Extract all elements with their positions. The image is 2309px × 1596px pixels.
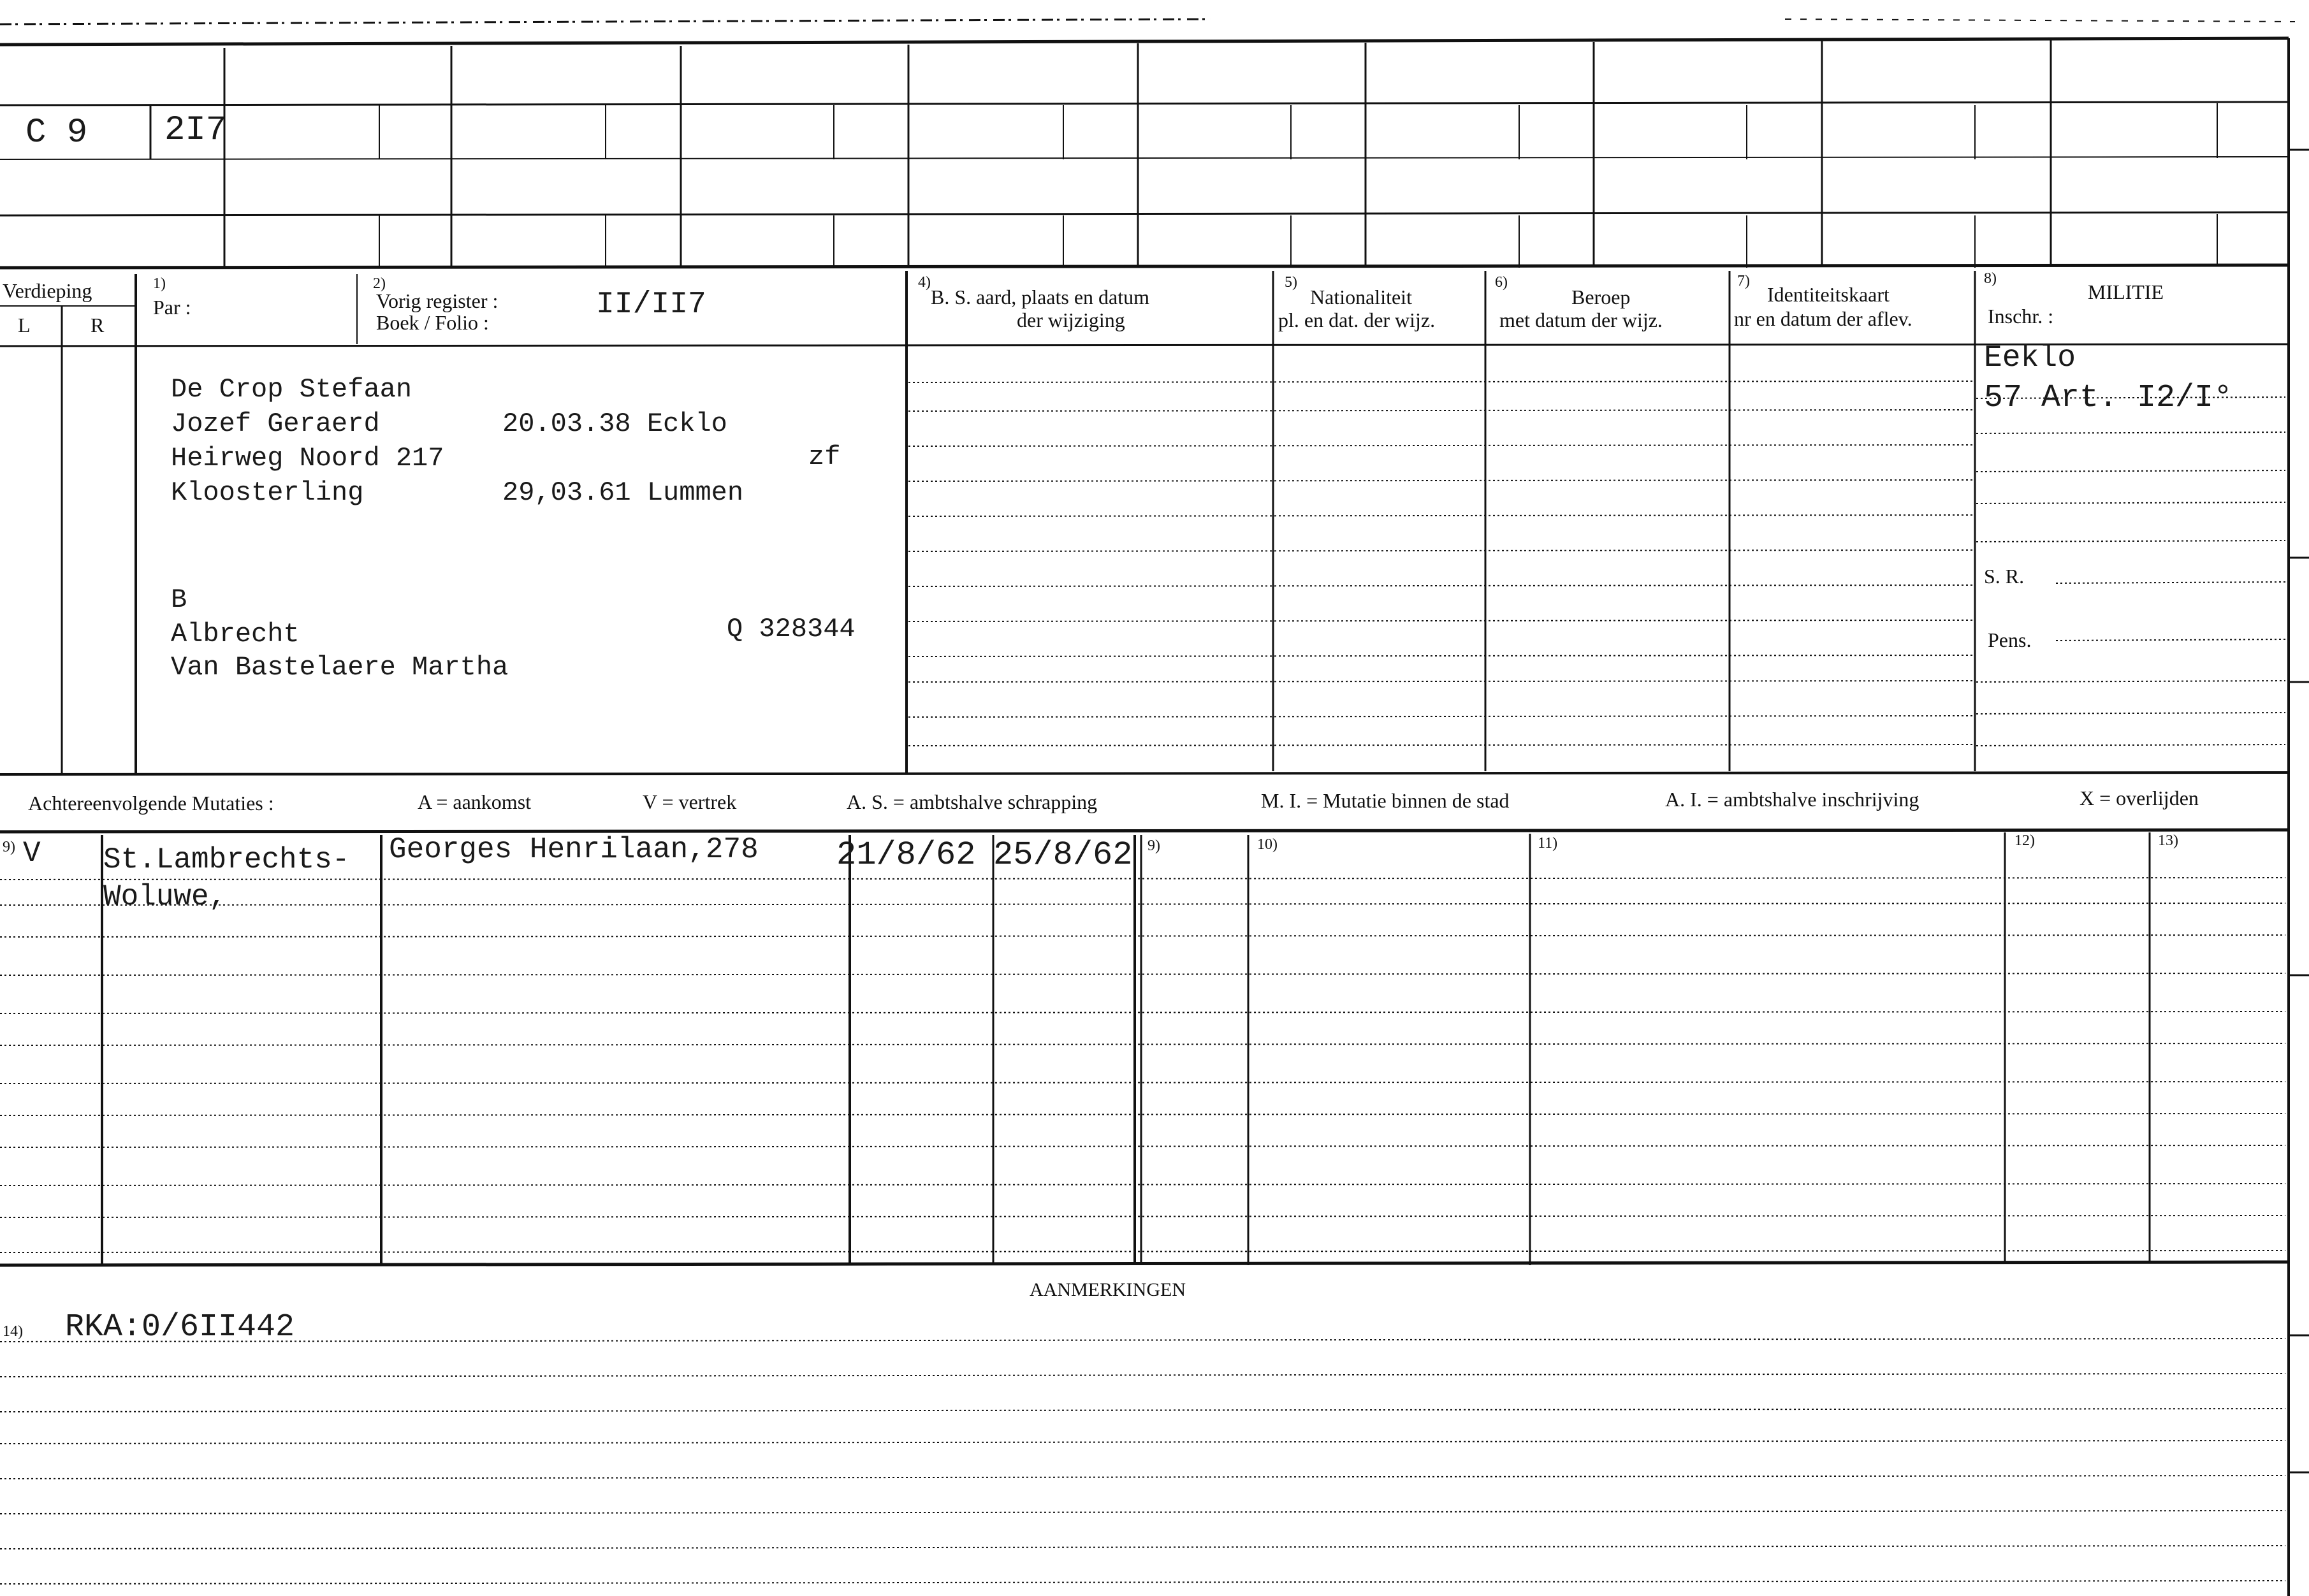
inschr-label: Inschr. : (1988, 305, 2054, 328)
bs-header-2: der wijziging (1017, 308, 1125, 331)
militie-label: MILITIE (2088, 280, 2164, 303)
person-occupation-date: 29,03.61 Lummen (502, 477, 744, 508)
legend-inschrijving: A. I. = ambtshalve inschrijving (1665, 788, 1919, 811)
person-given-names: Jozef Geraerd (171, 409, 380, 439)
note-11: 11) (1538, 835, 1558, 852)
note-8: 8) (1984, 270, 1997, 287)
note-2: 2) (373, 275, 386, 292)
nationaliteit-header-1: Nationaliteit (1310, 286, 1412, 308)
militie-ref: 57 Art. I2/I° (1984, 380, 2233, 416)
identiteit-header-1: Identiteitskaart (1767, 283, 1890, 306)
note-4: 4) (918, 274, 931, 291)
nationaliteit-header-2: pl. en dat. der wijz. (1278, 308, 1436, 331)
beroep-header-2: met datum der wijz. (1499, 308, 1663, 331)
note-6: 6) (1495, 274, 1508, 291)
parent-label: B (171, 584, 187, 615)
legend-mutatie: M. I. = Mutatie binnen de stad (1261, 789, 1510, 812)
note-9b: 9) (1147, 838, 1160, 854)
par-label: Par : (153, 296, 191, 319)
sr-label: S. R. (1984, 565, 2025, 588)
mutation-date-2: 25/8/62 (993, 836, 1133, 874)
legend-overlijden: X = overlijden (2080, 787, 2199, 809)
note-14: 14) (3, 1323, 23, 1340)
militie-place: Eeklo (1984, 341, 2076, 375)
verdieping-label: Verdieping (3, 279, 92, 302)
mutation-place-1: St.Lambrechts- (103, 843, 350, 876)
vorig-register-label: Vorig register : (376, 289, 499, 312)
mutaties-label: Achtereenvolgende Mutaties : (28, 792, 274, 815)
boek-folio-label: Boek / Folio : (376, 311, 489, 334)
note-12: 12) (2014, 832, 2035, 849)
person-address: Heirweg Noord 217 (171, 443, 444, 474)
remarks-line-1: RKA:0/6II442 (65, 1309, 295, 1346)
pens-label: Pens. (1988, 628, 2032, 651)
beroep-header-1: Beroep (1571, 286, 1631, 308)
person-occupation: Kloosterling (171, 477, 364, 508)
mutation-date-1: 21/8/62 (836, 836, 976, 874)
note-1: 1) (153, 275, 166, 292)
mutation-street: Georges Henrilaan,278 (389, 833, 759, 866)
note-10: 10) (1257, 836, 1278, 853)
note-13: 13) (2158, 832, 2178, 849)
father-name: Albrecht (171, 619, 300, 649)
mutation-place-2: Woluwe, (103, 880, 227, 913)
mutation-type: V (23, 837, 41, 870)
identiteit-header-2: nr en datum der aflev. (1734, 307, 1912, 330)
bs-header-1: B. S. aard, plaats en datum (931, 286, 1150, 308)
floor-r-label: R (91, 314, 105, 337)
note-5: 5) (1285, 274, 1297, 291)
legend-vertrek: V = vertrek (643, 790, 737, 813)
mother-name: Van Bastelaere Martha (171, 652, 509, 683)
identity-code: Q 328344 (727, 614, 856, 644)
person-mark: zf (808, 442, 841, 472)
person-birth: 20.03.38 Ecklo (502, 409, 727, 439)
floor-l-label: L (18, 314, 31, 337)
aanmerkingen-header: AANMERKINGEN (1030, 1279, 1186, 1300)
person-name: De Crop Stefaan (171, 374, 412, 405)
vorig-register-value: II/II7 (596, 287, 706, 322)
ref-left: C 9 (25, 113, 88, 152)
legend-aankomst: A = aankomst (418, 790, 532, 813)
ref-number: 2I7 (164, 111, 227, 150)
note-9a: 9) (3, 839, 15, 855)
legend-schrapping: A. S. = ambtshalve schrapping (847, 790, 1098, 813)
note-7: 7) (1737, 273, 1750, 289)
